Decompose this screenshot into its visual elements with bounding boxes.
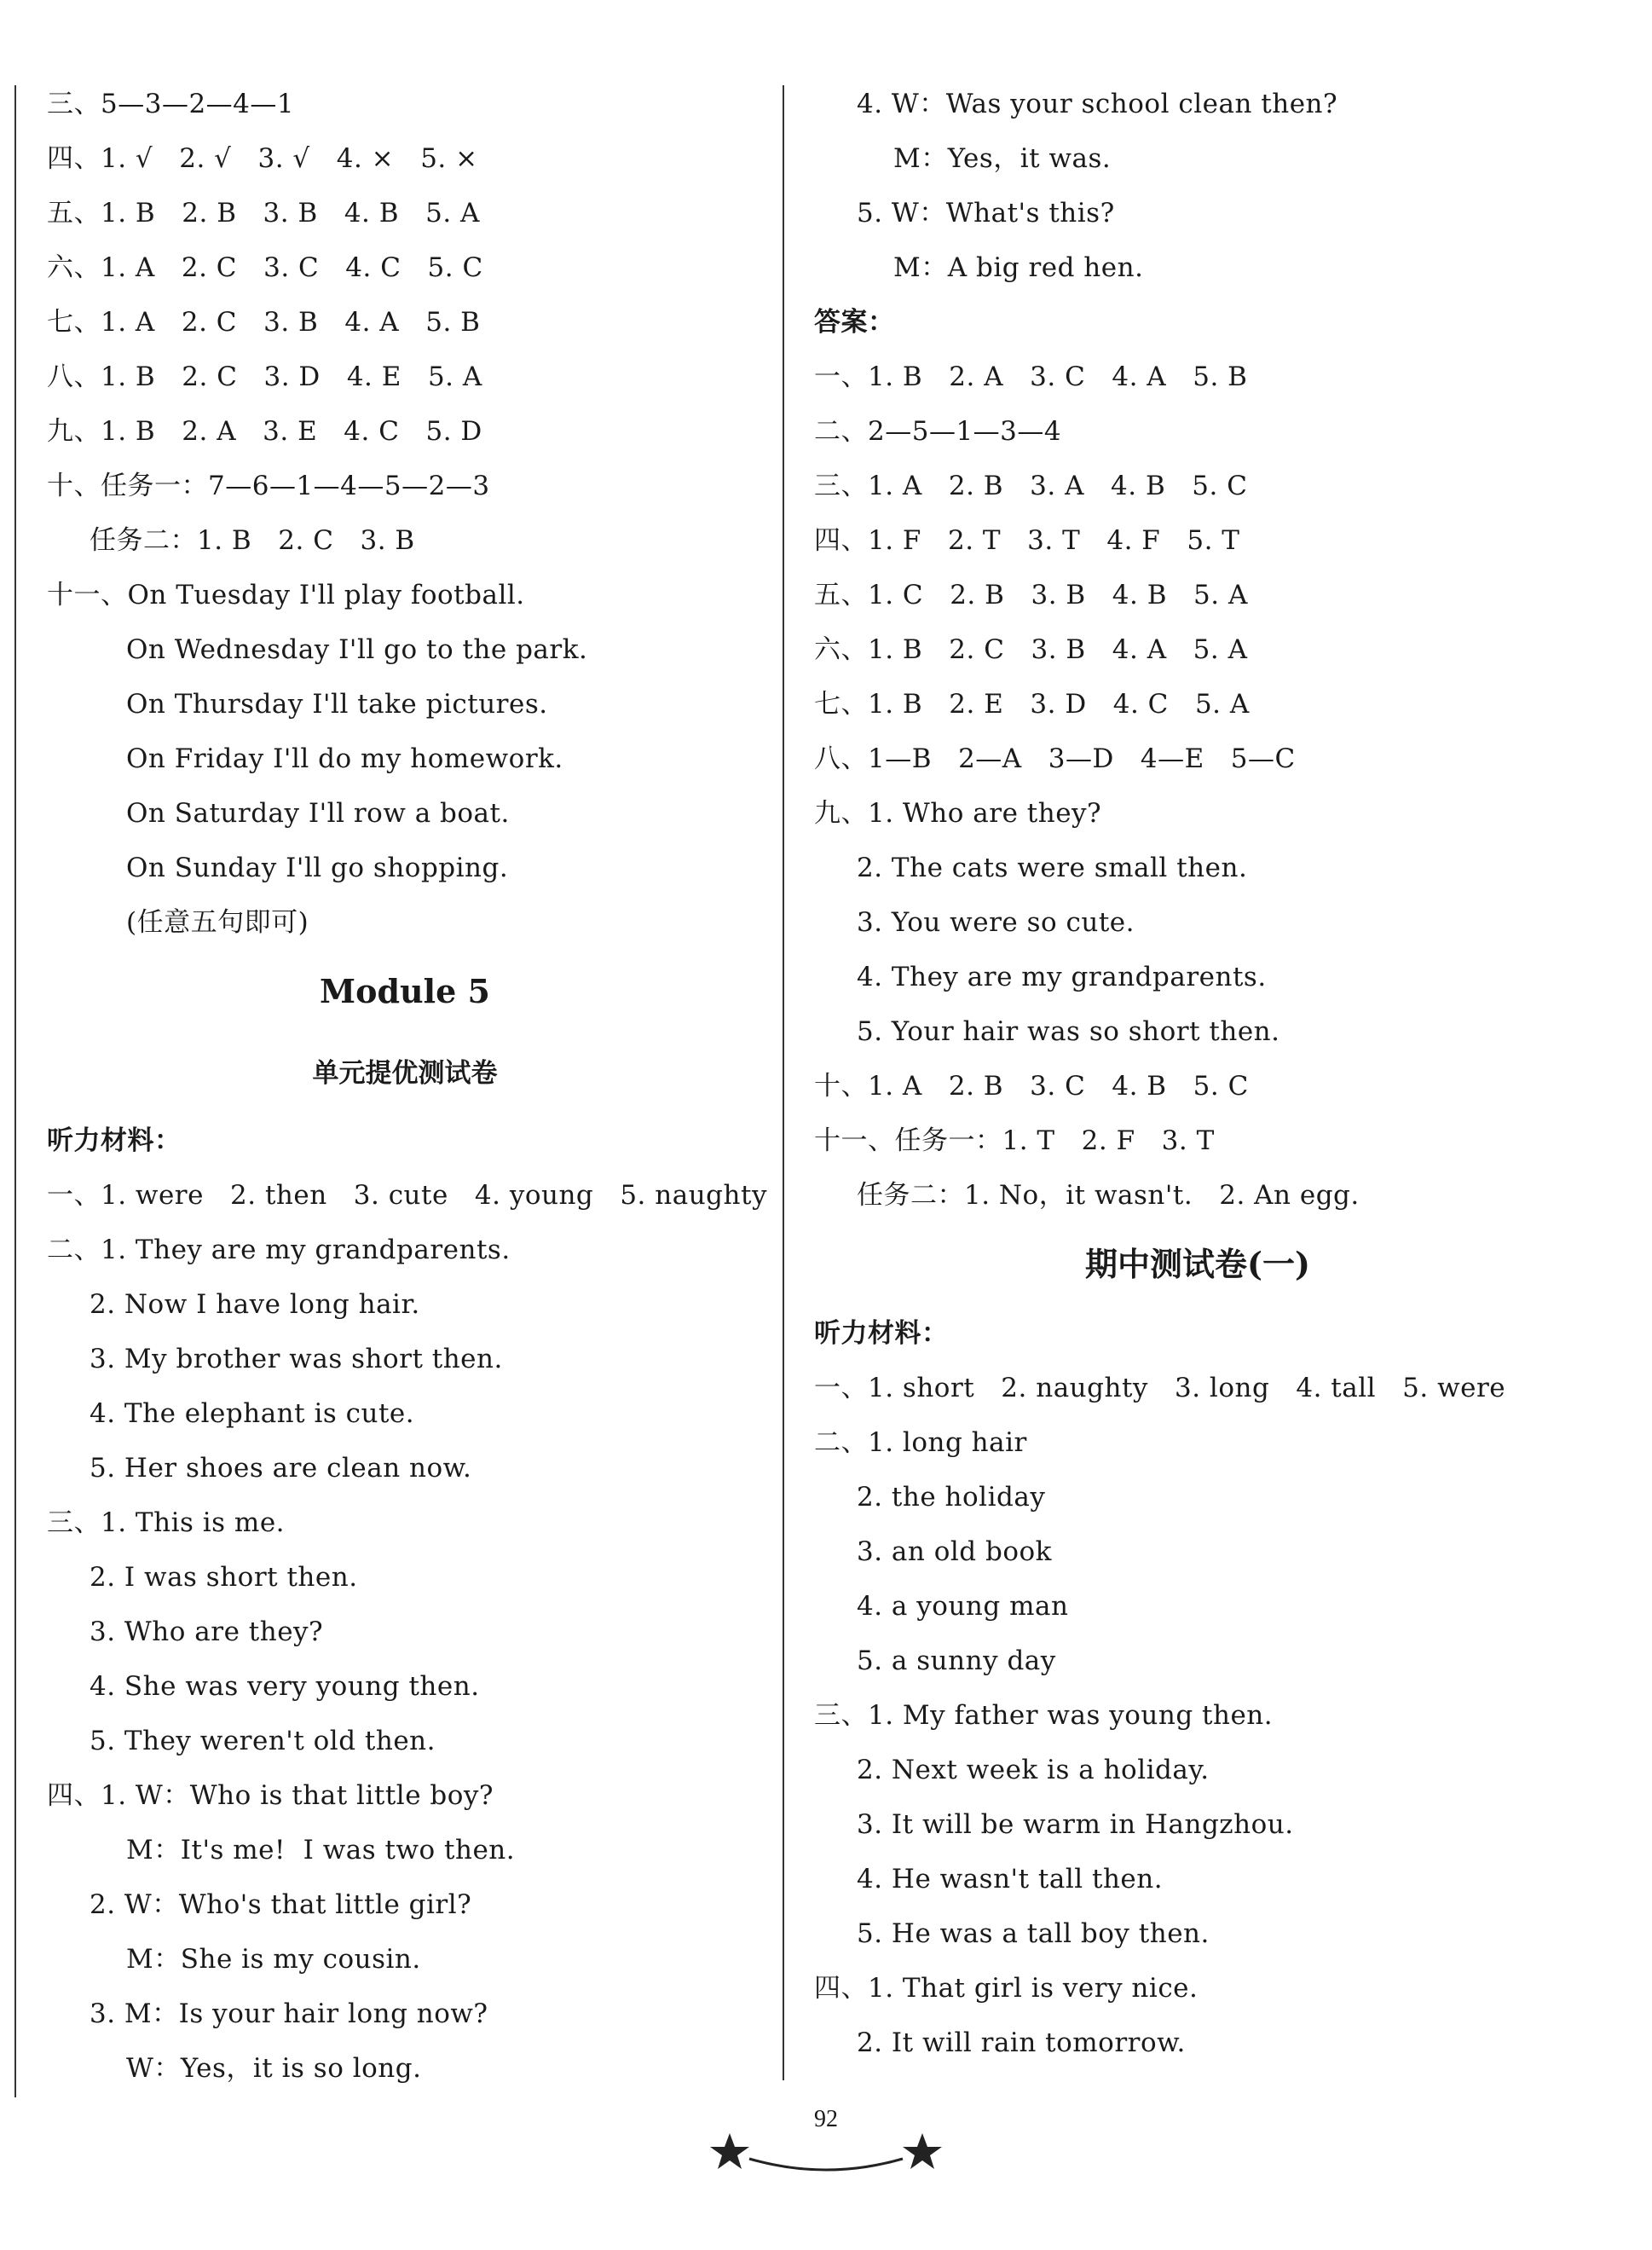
unit-test-title: 单元提优测试卷 [312, 1058, 498, 1089]
text-line: 2. I was short then. [90, 1562, 358, 1593]
text-line: 4. W：Was your school clean then? [857, 89, 1338, 119]
text-line: 5. a sunny day [857, 1646, 1056, 1676]
text-line: 2. the holiday [857, 1482, 1046, 1513]
text-line: 3. M：Is your hair long now? [90, 1998, 488, 2029]
midterm-test-title: 期中测试卷(一) [1085, 1245, 1310, 1283]
text-line: 4. She was very young then. [90, 1671, 480, 1702]
text-line: 九、1. B 2. A 3. E 4. C 5. D [47, 416, 482, 447]
text-line: 三、1. This is me. [47, 1507, 286, 1538]
text-line: 三、1. A 2. B 3. A 4. B 5. C [814, 471, 1248, 501]
left-column [47, 77, 767, 2096]
page-footer [0, 2106, 1652, 2183]
text-line: 4. They are my grandparents. [857, 962, 1267, 992]
text-line: (任意五句即可) [126, 907, 309, 938]
column-divider [783, 85, 784, 2080]
text-line: 十、任务一：7—6—1—4—5—2—3 [47, 471, 490, 501]
text-line: 3. It will be warm in Hangzhou. [857, 1809, 1294, 1840]
text-line: M：A big red hen. [893, 252, 1144, 283]
text-line: 一、1. were 2. then 3. cute 4. young 5. naughty [47, 1180, 767, 1211]
text-line: 二、1. They are my grandparents. [47, 1235, 511, 1265]
listening-material-label: 听力材料： [47, 1125, 182, 1156]
text-line: 七、1. A 2. C 3. B 4. A 5. B [47, 307, 481, 338]
text-line: M：She is my cousin. [126, 1944, 421, 1975]
text-line: 2. Now I have long hair. [90, 1289, 420, 1320]
text-line: 5. They weren't old then. [90, 1726, 436, 1756]
text-line: 一、1. B 2. A 3. C 4. A 5. B [814, 362, 1248, 392]
text-line: 4. The elephant is cute. [90, 1398, 415, 1429]
text-line: 任务二：1. B 2. C 3. B [90, 525, 415, 556]
text-line: 2. The cats were small then. [857, 853, 1248, 883]
text-line: 5. He was a tall boy then. [857, 1918, 1210, 1949]
text-line: 四、1. That girl is very nice. [814, 1973, 1199, 2004]
page-number: 92 [814, 2106, 838, 2132]
text-line: 八、1—B 2—A 3—D 4—E 5—C [814, 743, 1296, 774]
text-line: 三、5—3—2—4—1 [47, 89, 295, 119]
text-line: 八、1. B 2. C 3. D 4. E 5. A [47, 362, 482, 392]
dialogue-lines-block [814, 77, 1581, 295]
text-line: 5. Her shoes are clean now. [90, 1453, 472, 1484]
right-column [814, 77, 1581, 2070]
answer-lines-block-2 [814, 350, 1581, 1223]
text-line: 四、1. W：Who is that little boy? [47, 1780, 494, 1811]
text-line: M：Yes，it was. [893, 143, 1112, 174]
text-line: 五、1. C 2. B 3. B 4. B 5. A [814, 580, 1248, 610]
text-line: 5. W：What's this? [857, 198, 1115, 228]
text-line: 3. an old book [857, 1536, 1052, 1567]
text-line: M：It's me! I was two then. [126, 1835, 516, 1865]
text-line: 3. You were so cute. [857, 907, 1135, 938]
answer-lines-block-1 [47, 77, 763, 950]
text-line: 五、1. B 2. B 3. B 4. B 5. A [47, 198, 480, 228]
text-line: On Thursday I'll take pictures. [126, 689, 548, 720]
text-line: 二、2—5—1—3—4 [814, 416, 1062, 447]
text-line: 2. Next week is a holiday. [857, 1755, 1210, 1785]
text-line: 十、1. A 2. B 3. C 4. B 5. C [814, 1071, 1249, 1102]
text-line: 七、1. B 2. E 3. D 4. C 5. A [814, 689, 1250, 720]
text-line: 2. It will rain tomorrow. [857, 2027, 1186, 2058]
text-line: 四、1. F 2. T 3. T 4. F 5. T [814, 525, 1240, 556]
left-margin-rule [14, 85, 16, 2097]
listening-lines-block [47, 1168, 767, 2096]
text-line: 二、1. long hair [814, 1427, 1027, 1458]
text-line: On Friday I'll do my homework. [126, 743, 563, 774]
text-line: 3. My brother was short then. [90, 1344, 503, 1374]
text-line: 5. Your hair was so short then. [857, 1016, 1280, 1047]
listening-material-label-2: 听力材料： [814, 1318, 949, 1349]
text-line: 2. W：Who's that little girl? [90, 1889, 472, 1920]
text-line: 九、1. Who are they? [814, 798, 1102, 829]
text-line: 任务二：1. No，it wasn't. 2. An egg. [857, 1180, 1360, 1211]
text-line: On Wednesday I'll go to the park. [126, 634, 588, 665]
module-title: Module 5 [320, 972, 490, 1010]
text-line: 三、1. My father was young then. [814, 1700, 1274, 1731]
text-line: 3. Who are they? [90, 1617, 324, 1647]
text-line: 六、1. A 2. C 3. C 4. C 5. C [47, 252, 483, 283]
listening-lines-block-2 [814, 1361, 1581, 2070]
text-line: 4. a young man [857, 1591, 1069, 1622]
text-line: 四、1. √ 2. √ 3. √ 4. × 5. × [47, 143, 478, 174]
text-line: 十一、On Tuesday I'll play football. [47, 580, 525, 610]
text-line: On Sunday I'll go shopping. [126, 853, 509, 883]
text-line: 十一、任务一：1. T 2. F 3. T [814, 1125, 1215, 1156]
text-line: On Saturday I'll row a boat. [126, 798, 510, 829]
text-line: 一、1. short 2. naughty 3. long 4. tall 5. were [814, 1373, 1506, 1403]
answer-label: 答案： [814, 307, 895, 338]
text-line: 六、1. B 2. C 3. B 4. A 5. A [814, 634, 1248, 665]
text-line: 4. He wasn't tall then. [857, 1864, 1164, 1894]
star-decoration-icon [702, 2128, 950, 2179]
text-line: W：Yes，it is so long. [126, 2053, 422, 2084]
